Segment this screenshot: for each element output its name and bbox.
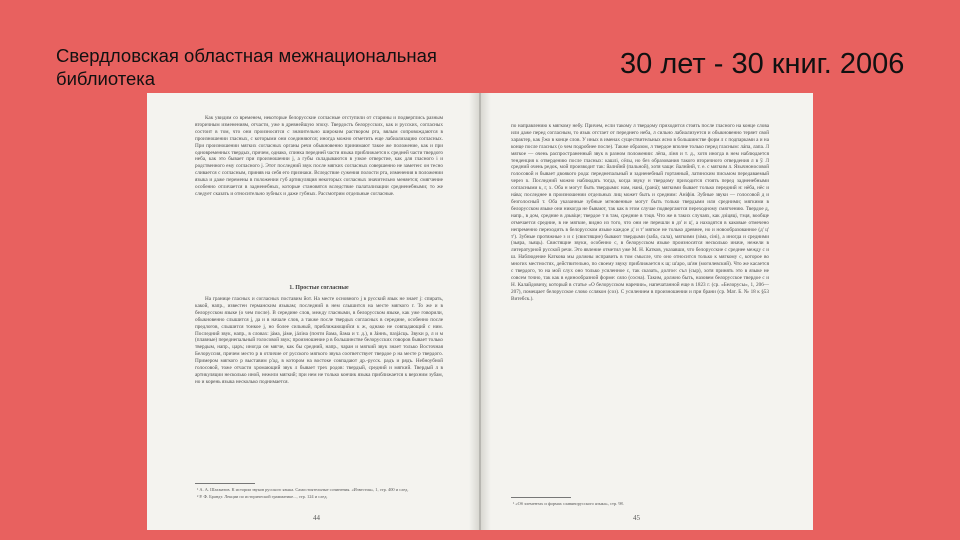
section-heading: 1. Простые согласные — [289, 285, 349, 291]
right-page-text: по направлению к мягкому небу. Причем, если такому л твердому приходится стоять после гласного на конце слова или даже перед согласным, то язык отстает от переднего неба, л сильно лабиализуется и обыкновенно теряет свой характер, как ўжо в конце слов. У иных в именах существительных ясно в большинстве форм л с подпарками а и на конце после гласных (о чем подробнее после). Также образом, л твердое вполне только перед гласным: лáпа, лапа. Л мягкое — очень распространенный звук в разном положении: лёпа, ліня и т. д., хотя иногда в нем наблюдается тенденция к отвердению после гласных: кашлі, сёлы, но без образования такого вторичного отвердения л в ў. Л средний очень редок, мой производит так: йалнйнй (пальной), хотя чаще: йалнйнй, т. е. с мягким л. Язычноносовой голосовой н бывает двоякого рода: переднепальный и задненебный гортанный, латинским письмом передаваемый через n. Последний можно наблюдать тогда, когда звуку н твердому приходится стоять перед задненебными согласными к, г, х. Оба н могут быть твердыми: нам, нанá, (ранá); мягкими бывает только передний н: нёба, нёс и нáва; последнее в произношении отдельных лиц может быть и средним: Аніфія. Зубные звуки — голосовой д и безголосный т. Оба указанные зубные мгновенные могут быть только твердыми или средними; мягкими в белорусском языке они никогда не бывают, так как в этом случае подвергаются переходному смягчению. Твердое д, напр., в дом, средние в дзьвіце; твердое т в там, средние в тэця. Что же в таких случаях, как дзіцяці, тэця, вообще отмечается средние, в не мягкие, видно из того, что они не перешли в дз' и ц', а находятся в каковые отмечено непременно переходить в белорусском языке каждое д' и т' мягкое не только древнее, но и новообразованное (д' ц' т'). Зубные протяжные з и с (свистящие) бывают твердыми (заба, сала), мягкими (зіма, сіні), а иногда и средними (зьяра, зьяць). Свистящие звуки, особенно с, в белорусском языке произносятся несколько иначе, нежели в литературной русской речи. Это явление отметил уже М. Н. Катков, указавши, что белорусские с среднее между с и ш. Наблюдение Каткова мы должны исправить в том смысле, что оно относится только к мягкому с, которое во многих местностях, действительно, по своему звуку приближается к щ: ш'аро, ш'ян (могилевский). Что же касается с твердого, то на мой слух оно только усиленное с, так сказать, долгое: съл (сыр), хотя принять это в языке не совсем точно, так как в единообразной форме: сяло (сосна). Таким, должно быть, назовем белорусское твердое с и Н. Калайдовичу, который в статье «О белорусском наречии», напечатанной еще в 1823 г. (ср. «Белорусы», 1, 206—207), помещает белорусское слово сслякон (соз). С усилением в произношении и при брани (ср. Мат. Б. № 18 к §53 Витебск.). — [511, 123, 769, 302]
footnote-rule — [195, 483, 255, 484]
page-number-left: 44 — [313, 514, 320, 522]
left-page — [147, 93, 477, 530]
footnote-rule — [511, 497, 571, 498]
left-page-section-text: На границе гласных и согласных поставим йот. На месте основного j в русский язык не знает j: спирать, какой, напр., известен германским языкам; последний в нем слышится на месте мягкого г. То же и в белорусском языке (о чем после). В середине слов, между гласными, в белорусском языке, как уже говорили, обыкновенно слышится j, да и в начале слов, а также после твердых согласных в середине, особенно после предлогов, слышится тонкое j, но более сильный, приближающийся к ж, однако не совпадающий с ним. Последний звук, напр., в словах: jáма, jáме, jáліна (почти йама, йама и т. д.), в Jáннъ, пазjáсць. Звуки р, л и м (плавные) переднепальный голосовой звук; произношение р в большинстве белорусских говоров бывает только твердым, напр., царъ; иногда он мягче, как бы средний, напр., чаран и мягкий звук знает только Восточная Белоруссия, причем место р в отличие от русского мягкого звука соответствует твердое р на месте р твердого. Примером мягкого р выставим р'ад, в котором на востоке совпадают др.-русск. радъ и рядъ. Небноубной голосовой, тоже отчасти хромающий звук л бывает трех родов: твердый, средний и мягкий. Твердый л в артикуляции несколько иной, нежели мягкий; при нем не только кончик языка приближается к верхним зубам, но и корень языка несколько поднимается. — [195, 296, 443, 385]
open-book-scan — [147, 93, 813, 530]
slide-title: 30 лет - 30 книг. 2006 — [620, 48, 905, 80]
library-name: Свердловская областная межнациональная библиотека — [56, 45, 437, 89]
right-page — [483, 93, 813, 530]
left-page-top-text: Как увидим со временем, некоторые белорусские согласные отступили от старины и подверглись разным вторичным изменениям, отчасти, уже в древнейшую эпоху. Твердость белорусских, как и русских, согласных состоит в том, что они произносятся с значительно широким раствором рта, вялым сопровождаются в произношении гласных, с которыми они соединяются; иногда можно отметить еще лабиализацию согласных. При произношении мягких согласных органы речи обыкновенно принимают такое же положение, как и при одновременных твердых, причем, однако, спинка передней части языка приближается к средней части твердого неба, как это бывает при произношении j, а губы складываются в узкое отверстие, как для гласного i и родственного ему согласного j. Этот последний звук после мягких согласных совершенно не заметен: он тесно сливается с согласным, приняв на себя его признаки. Вследствие сужения полости рта, изменения в положении языка и даже перемены в положении губ артикуляция некоторых согласных значительно меняется; смягчение особенно отличается в задненебных, которые становятся вследствие палатализации средненебными; то же следует сказать и относительно зубных и даже губных. Рассмотрим отдельные согласные. — [195, 115, 443, 197]
footnote: ¹ А. А. Шахматов. К истории звуков русского языка. Самостоятельные сочинения. «Известия», 1, стр. 400 и след. — [197, 487, 409, 492]
footnote: ¹ «Об элементах и формах славянорусского языка», стр. 98. — [513, 501, 624, 506]
footnote: ² Р. Ф. Брандт. Лекции по исторической грамматике..., стр. 124 и след. — [197, 494, 328, 499]
page-number-right: 45 — [633, 514, 640, 522]
